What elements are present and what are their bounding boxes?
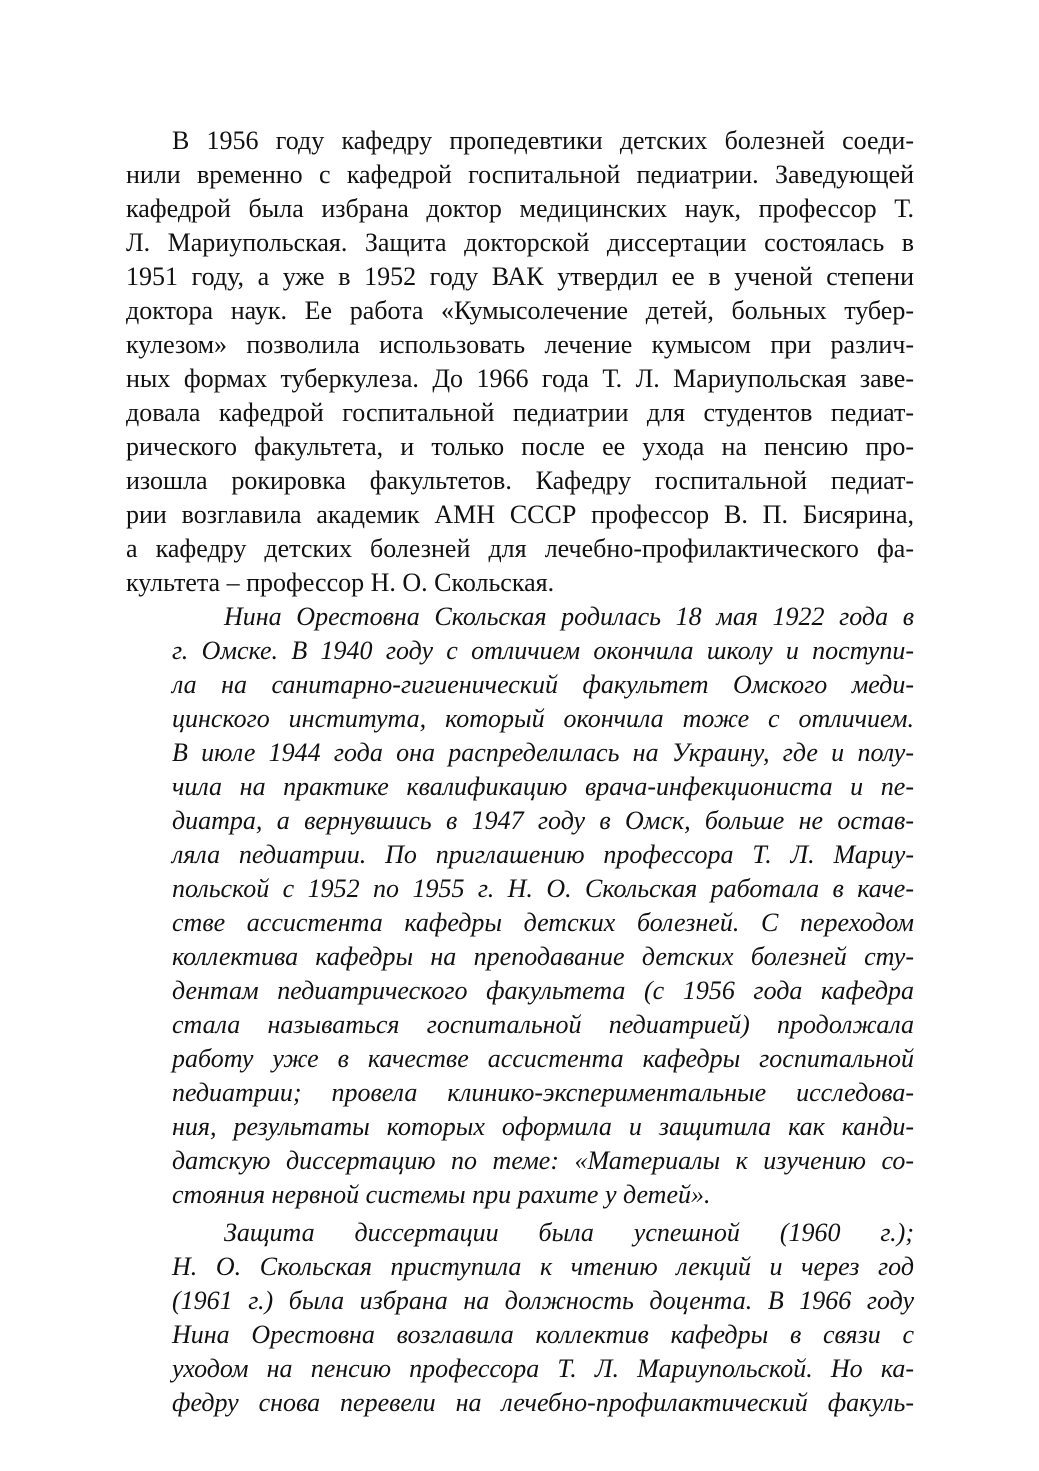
text-line: рии возглавила академик АМН СССР профессор В. П. Бисярина, <box>126 500 914 529</box>
text-line: В июле 1944 года она распределилась на Украину, где и полу- <box>172 738 914 767</box>
text-line: довала кафедрой госпитальной педиатрии для студентов педиат- <box>126 398 914 427</box>
text-line: г. Омске. В 1940 году с отличием окончила школу и поступи- <box>172 636 914 665</box>
text-line: цинского института, который окончила тоже с отличием. <box>172 704 914 733</box>
text-line: кафедрой была избрана доктор медицинских наук, профессор Т. <box>126 194 914 223</box>
text-line: коллектива кафедры на преподавание детских болезней сту- <box>172 942 914 971</box>
text-line: кулезом» позволила использовать лечение кумысом при различ- <box>126 330 914 359</box>
text-line: ния, результаты которых оформила и защитила как канди- <box>172 1112 914 1141</box>
text-line: а кафедру детских болезней для лечебно-профилактического фа- <box>126 534 914 563</box>
text-line: стве ассистента кафедры детских болезней. С переходом <box>172 908 914 937</box>
text-line: ляла педиатрии. По приглашению профессора Т. Л. Мариу- <box>172 840 914 869</box>
text-line: работу уже в качестве ассистента кафедры госпитальной <box>172 1044 914 1073</box>
text-line: рического факультета, и только после ее ухода на пенсию про- <box>126 432 914 461</box>
text-line: Нина Орестовна возглавила коллектив кафедры в связи с <box>172 1320 914 1349</box>
text-line: уходом на пенсию профессора Т. Л. Мариупольской. Но ка- <box>172 1354 914 1383</box>
text-line: стояния нервной системы при рахите у детей». <box>172 1180 711 1209</box>
text-line: 1951 году, а уже в 1952 году ВАК утвердил ее в ученой степени <box>126 262 914 291</box>
text-line: Защита диссертации была успешной (1960 г.); <box>224 1218 914 1247</box>
text-line: изошла рокировка факультетов. Кафедру госпитальной педиат- <box>126 466 914 495</box>
text-line: В 1956 году кафедру пропедевтики детских болезней соеди- <box>172 126 914 155</box>
text-line: Нина Орестовна Скольская родилась 18 мая 1922 года в <box>224 602 914 631</box>
text-line: диатра, а вернувшись в 1947 году в Омск, больше не остав- <box>172 806 914 835</box>
text-line: ных формах туберкулеза. До 1966 года Т. Л. Мариупольская заве- <box>126 364 914 393</box>
text-line: чила на практике квалификацию врача-инфекциониста и пе- <box>172 772 914 801</box>
text-line: ла на санитарно-гигиенический факультет Омского меди- <box>172 670 914 699</box>
text-line: федру снова перевели на лечебно-профилактический факуль- <box>172 1388 914 1417</box>
text-line: доктора наук. Ее работа «Кумысолечение детей, больных тубер- <box>126 296 914 325</box>
text-line: (1961 г.) была избрана на должность доцента. В 1966 году <box>172 1286 914 1315</box>
text-line: датскую диссертацию по теме: «Материалы к изучению со- <box>172 1146 914 1175</box>
text-line: дентам педиатрического факультета (с 1956 года кафедра <box>172 976 914 1005</box>
text-line: стала называться госпитальной педиатрией) продолжала <box>172 1010 914 1039</box>
text-line: нили временно с кафедрой госпитальной педиатрии. Заведующей <box>126 160 914 189</box>
text-line: Н. О. Скольская приступила к чтению лекций и через год <box>172 1252 914 1281</box>
text-line: педиатрии; провела клинико-экспериментальные исследова- <box>172 1078 914 1107</box>
text-line: культета – профессор Н. О. Скольская. <box>126 568 555 597</box>
text-line: польской с 1952 по 1955 г. Н. О. Скольская работала в каче- <box>172 874 914 903</box>
text-line: Л. Мариупольская. Защита докторской диссертации состоялась в <box>126 228 914 257</box>
